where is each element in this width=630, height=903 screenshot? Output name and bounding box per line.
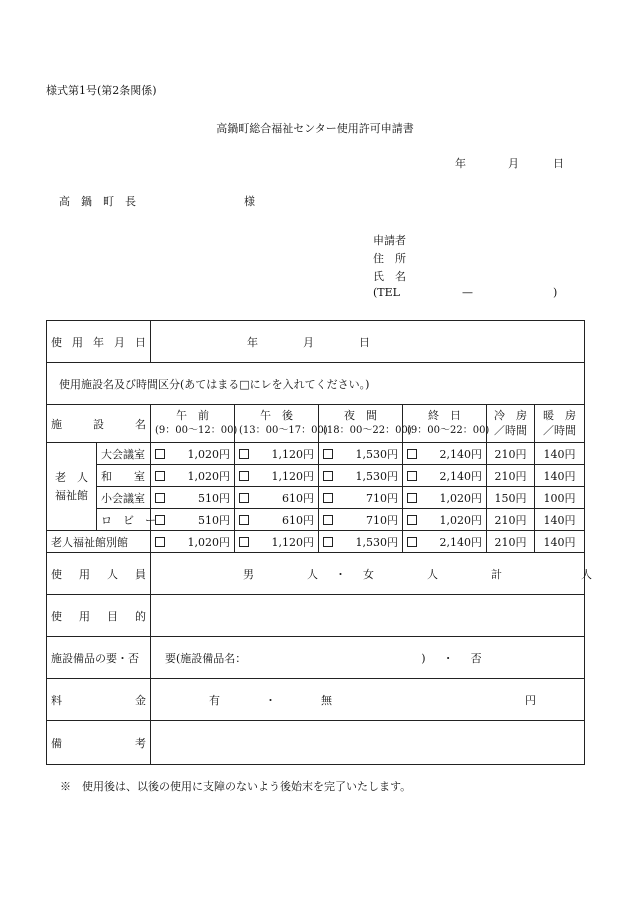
price-value: 2,140円: [439, 469, 482, 483]
users-label-char: 使: [51, 567, 62, 581]
heating-fee: 140円: [535, 443, 585, 465]
price-cell: [235, 531, 319, 553]
heating-fee: 140円: [535, 465, 585, 487]
users-label-char: 員: [135, 567, 146, 581]
date-day-label: 日: [553, 157, 564, 170]
room-name: ロ ビ ー: [97, 509, 151, 531]
period-checkbox[interactable]: [239, 493, 249, 503]
cooling-fee: 150円: [487, 487, 535, 509]
price-value: 1,120円: [271, 469, 314, 483]
price-cell: [235, 487, 319, 509]
usage-date-label-char: 用: [72, 335, 83, 349]
remarks-field[interactable]: [151, 721, 585, 765]
price-cell: [151, 443, 235, 465]
price-value: 1,020円: [439, 513, 482, 527]
usage-date-label-char: 使: [51, 335, 62, 349]
fee-label-char: 金: [135, 693, 146, 707]
price-value: 1,020円: [187, 469, 230, 483]
room-name: 小会議室: [97, 487, 151, 509]
applicant-name-label: 氏 名: [373, 270, 406, 283]
facility-group-label: 老 人 福祉館: [47, 443, 97, 531]
usage-date-label: [51, 334, 146, 350]
usage-year-label: 年: [247, 335, 258, 349]
price-cell: [235, 443, 319, 465]
equipment-no-label: 否: [470, 651, 482, 665]
purpose-label-char: 的: [135, 609, 146, 623]
room-row: [47, 443, 585, 465]
period-header-allday: 終 日 (9：00～22：00): [403, 405, 487, 443]
price-value: 1,120円: [271, 535, 314, 549]
room-row: [47, 509, 585, 531]
purpose-field[interactable]: [151, 595, 585, 637]
equipment-need-label: 要(施設備品名：: [165, 651, 247, 665]
fee-label-char: 料: [51, 693, 62, 707]
heating-header: 暖 房 ／時間: [535, 405, 585, 443]
remarks-label: [51, 735, 146, 751]
facility-header-char: 名: [135, 417, 146, 431]
equipment-separator-dot: ・: [442, 651, 454, 665]
users-label: [51, 566, 146, 582]
fee-no-label: 無: [321, 693, 332, 707]
price-cell: [319, 443, 403, 465]
price-cell: [403, 509, 487, 531]
period-checkbox[interactable]: [239, 515, 249, 525]
period-checkbox[interactable]: [155, 449, 165, 459]
equipment-label: 施設備品の要・否: [47, 637, 151, 679]
fee-yen-label: 円: [525, 693, 536, 707]
heating-fee: 140円: [535, 531, 585, 553]
period-checkbox[interactable]: [239, 537, 249, 547]
equipment-close-paren: ): [421, 651, 426, 665]
price-cell: [319, 487, 403, 509]
price-cell: [403, 465, 487, 487]
price-value: 510円: [198, 491, 230, 505]
cooling-fee: 210円: [487, 509, 535, 531]
applicant-tel-dash: —: [462, 286, 473, 299]
price-value: 2,140円: [439, 447, 482, 461]
price-cell: [151, 465, 235, 487]
period-checkbox[interactable]: [407, 537, 417, 547]
period-header-pm: 午 後 (13：00～17：00): [235, 405, 319, 443]
facility-column-header: [51, 416, 146, 432]
users-person-label-1: 人: [307, 567, 318, 581]
price-cell: [319, 531, 403, 553]
room-name: 和 室: [97, 465, 151, 487]
remarks-label-char: 備: [51, 736, 62, 750]
price-cell: [235, 465, 319, 487]
date-month-label: 月: [508, 157, 519, 170]
period-header-am: 午 前 (9：00～12：00): [151, 405, 235, 443]
price-cell: [151, 487, 235, 509]
price-value: 2,140円: [439, 535, 482, 549]
price-value: 1,530円: [355, 535, 398, 549]
facility-header-char: 施: [51, 417, 62, 431]
period-checkbox[interactable]: [323, 493, 333, 503]
price-cell: [235, 509, 319, 531]
period-checkbox[interactable]: [323, 537, 333, 547]
cooling-fee: 210円: [487, 465, 535, 487]
price-value: 610円: [282, 491, 314, 505]
applicant-tel-close: ): [553, 286, 558, 299]
addressee-honorific: 様: [244, 195, 255, 208]
price-value: 1,020円: [187, 447, 230, 461]
annex-row: [47, 531, 585, 553]
purpose-label-char: 使: [51, 609, 62, 623]
usage-day-label: 日: [359, 335, 370, 349]
usage-date-label-char: 日: [135, 335, 146, 349]
period-checkbox[interactable]: [323, 471, 333, 481]
facility-header-char: 設: [93, 417, 104, 431]
users-person-label-3: 人: [581, 567, 592, 581]
users-person-label-2: 人: [427, 567, 438, 581]
users-separator-dot: ・: [335, 567, 346, 581]
period-checkbox[interactable]: [239, 449, 249, 459]
price-value: 710円: [366, 491, 398, 505]
date-year-label: 年: [455, 157, 466, 170]
price-value: 1,020円: [439, 491, 482, 505]
price-value: 710円: [366, 513, 398, 527]
applicant-address-label: 住 所: [373, 252, 406, 265]
fee-separator-dot: ・: [265, 693, 276, 707]
room-row: [47, 465, 585, 487]
period-checkbox[interactable]: [407, 515, 417, 525]
annex-name: 老人福祉館別館: [47, 531, 151, 553]
period-checkbox[interactable]: [155, 515, 165, 525]
instruction-text: 使用施設名及び時間区分(あてはまる□にレを入れてください。): [47, 363, 585, 405]
footnote: ※ 使用後は、以後の使用に支障のないよう後始末を完了いたします。: [60, 780, 412, 793]
price-cell: [319, 465, 403, 487]
users-total-label: 計: [491, 567, 502, 581]
form-number: 様式第1号(第2条関係): [46, 84, 157, 97]
period-checkbox[interactable]: [155, 471, 165, 481]
period-checkbox[interactable]: [407, 493, 417, 503]
heating-fee: 140円: [535, 509, 585, 531]
users-label-char: 用: [79, 567, 90, 581]
fee-label: [51, 692, 146, 708]
room-name: 大会議室: [97, 443, 151, 465]
price-value: 1,020円: [187, 535, 230, 549]
price-value: 610円: [282, 513, 314, 527]
usage-date-label-char: 月: [114, 335, 125, 349]
form-title: 高鍋町総合福祉センター使用許可申請書: [216, 122, 414, 135]
period-header-night: 夜 間 (18：00～22：00): [319, 405, 403, 443]
price-cell: [151, 531, 235, 553]
period-checkbox[interactable]: [323, 515, 333, 525]
price-cell: [403, 443, 487, 465]
price-value: 1,530円: [355, 469, 398, 483]
period-checkbox[interactable]: [323, 449, 333, 459]
period-checkbox[interactable]: [407, 471, 417, 481]
usage-date-label-char: 年: [93, 335, 104, 349]
price-value: 1,530円: [355, 447, 398, 461]
cooling-header: 冷 房 ／時間: [487, 405, 535, 443]
purpose-label-char: 用: [79, 609, 90, 623]
users-label-char: 人: [107, 567, 118, 581]
period-checkbox[interactable]: [155, 493, 165, 503]
price-cell: [403, 487, 487, 509]
cooling-fee: 210円: [487, 531, 535, 553]
users-male-label: 男: [243, 567, 254, 581]
price-cell: [319, 509, 403, 531]
application-table: [46, 320, 592, 765]
cooling-fee: 210円: [487, 443, 535, 465]
room-row: [47, 487, 585, 509]
period-checkbox[interactable]: [407, 449, 417, 459]
price-value: 1,120円: [271, 447, 314, 461]
price-value: 510円: [198, 513, 230, 527]
addressee-name: 高 鍋 町 長: [59, 195, 136, 208]
remarks-label-char: 考: [135, 736, 146, 750]
purpose-label-char: 目: [107, 609, 118, 623]
fee-yes-label: 有: [209, 693, 220, 707]
purpose-label: [51, 608, 146, 624]
usage-month-label: 月: [303, 335, 314, 349]
users-female-label: 女: [363, 567, 374, 581]
heating-fee: 100円: [535, 487, 585, 509]
period-checkbox[interactable]: [239, 471, 249, 481]
applicant-label: 申請者: [373, 234, 406, 247]
applicant-tel-label: (TEL: [373, 286, 400, 299]
price-cell: [151, 509, 235, 531]
period-checkbox[interactable]: [155, 537, 165, 547]
price-cell: [403, 531, 487, 553]
